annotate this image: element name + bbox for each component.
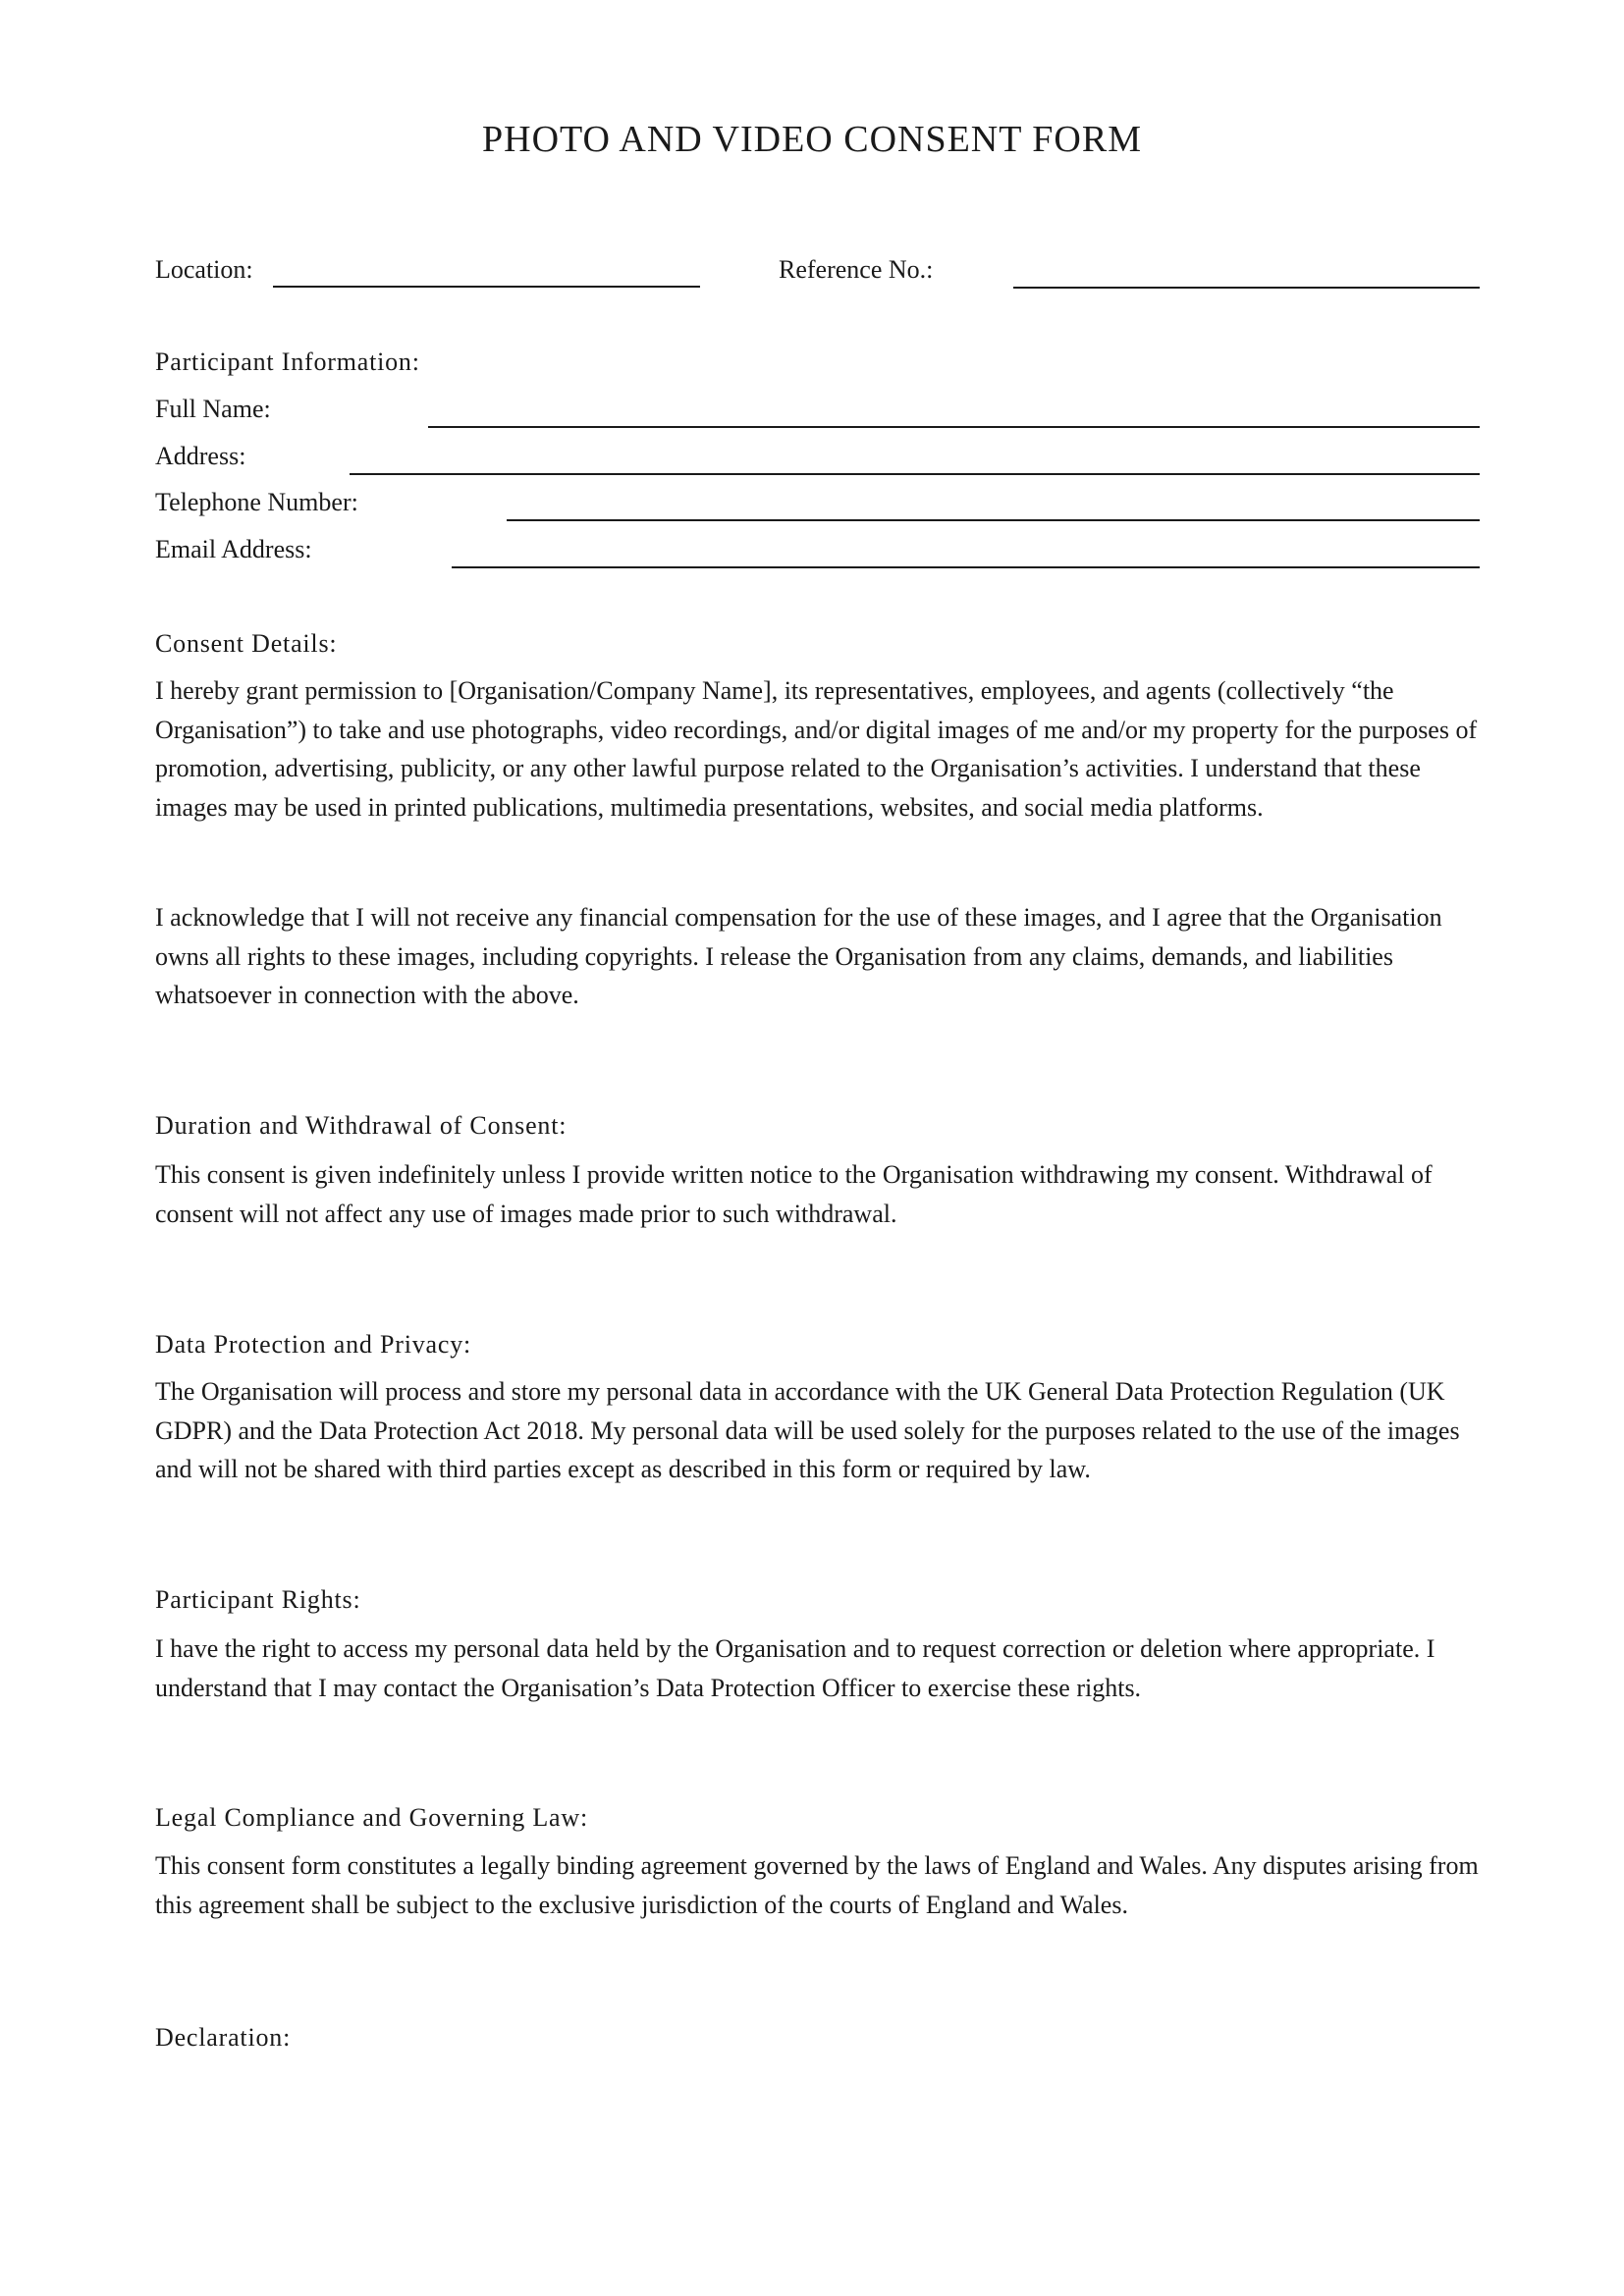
- consent-paragraph-2: I acknowledge that I will not receive any financial compensation for the use of these images, and I agree that the Organisation owns all rights to these images, including copyrights. I release the Organisation from any claims, demands, and liabilities whatsoever in connection with the above.: [155, 903, 1442, 1009]
- location-field[interactable]: [273, 286, 700, 288]
- form-title: PHOTO AND VIDEO CONSENT FORM: [482, 119, 1142, 160]
- full-name-label: Full Name:: [155, 395, 271, 423]
- reference-number-label: Reference No.:: [779, 255, 934, 284]
- data-protection-paragraph: The Organisation will process and store my personal data in accordance with the UK General Data Protection Regulation (UK GDPR) and the Data Protection Act 2018. My personal data will be used solely for the purposes related to the use of the images and will not be shared with third parties except as described in this form or required by law.: [155, 1377, 1460, 1483]
- participant-rights-paragraph: I have the right to access my personal data held by the Organisation and to request correction or deletion where appropriate. I understand that I may contact the Organisation’s Data Protection Officer to exercise these rights.: [155, 1634, 1435, 1702]
- declaration-heading: Declaration:: [155, 2023, 292, 2052]
- legal-compliance-paragraph: This consent form constitutes a legally binding agreement governed by the laws of England and Wales. Any disputes arising from this agreement shall be subject to the exclusive jurisdiction of the courts of England and Wales.: [155, 1851, 1479, 1919]
- location-label: Location:: [155, 255, 253, 284]
- legal-compliance-heading: Legal Compliance and Governing Law:: [155, 1803, 588, 1832]
- data-protection-heading: Data Protection and Privacy:: [155, 1330, 472, 1359]
- duration-paragraph: This consent is given indefinitely unless I provide written notice to the Organisation withdrawing my consent. Withdrawal of consent will not affect any use of images made prior to such withdrawal.: [155, 1160, 1433, 1228]
- address-label: Address:: [155, 442, 246, 470]
- consent-details-heading: Consent Details:: [155, 629, 338, 658]
- full-name-field[interactable]: [428, 426, 1480, 428]
- email-address-label: Email Address:: [155, 535, 312, 563]
- telephone-number-field[interactable]: [507, 519, 1480, 521]
- telephone-number-label: Telephone Number:: [155, 488, 358, 516]
- participant-rights-heading: Participant Rights:: [155, 1585, 361, 1614]
- email-address-field[interactable]: [452, 566, 1480, 568]
- consent-paragraph-1: I hereby grant permission to [Organisation/Company Name], its representatives, employees, and agents (collectively “the Organisation”) to take and use photographs, video recordings, and/or digital images of me and/or my property for the purposes of promotion, advertising, publicity, or any other lawful purpose related to the Organisation’s activities. I understand that these images may be used in printed publications, multimedia presentations, websites, and social media platforms.: [155, 676, 1478, 822]
- participant-information-heading: Participant Information:: [155, 347, 420, 376]
- reference-number-field[interactable]: [1013, 287, 1480, 289]
- duration-withdrawal-heading: Duration and Withdrawal of Consent:: [155, 1111, 568, 1140]
- address-field[interactable]: [350, 473, 1480, 475]
